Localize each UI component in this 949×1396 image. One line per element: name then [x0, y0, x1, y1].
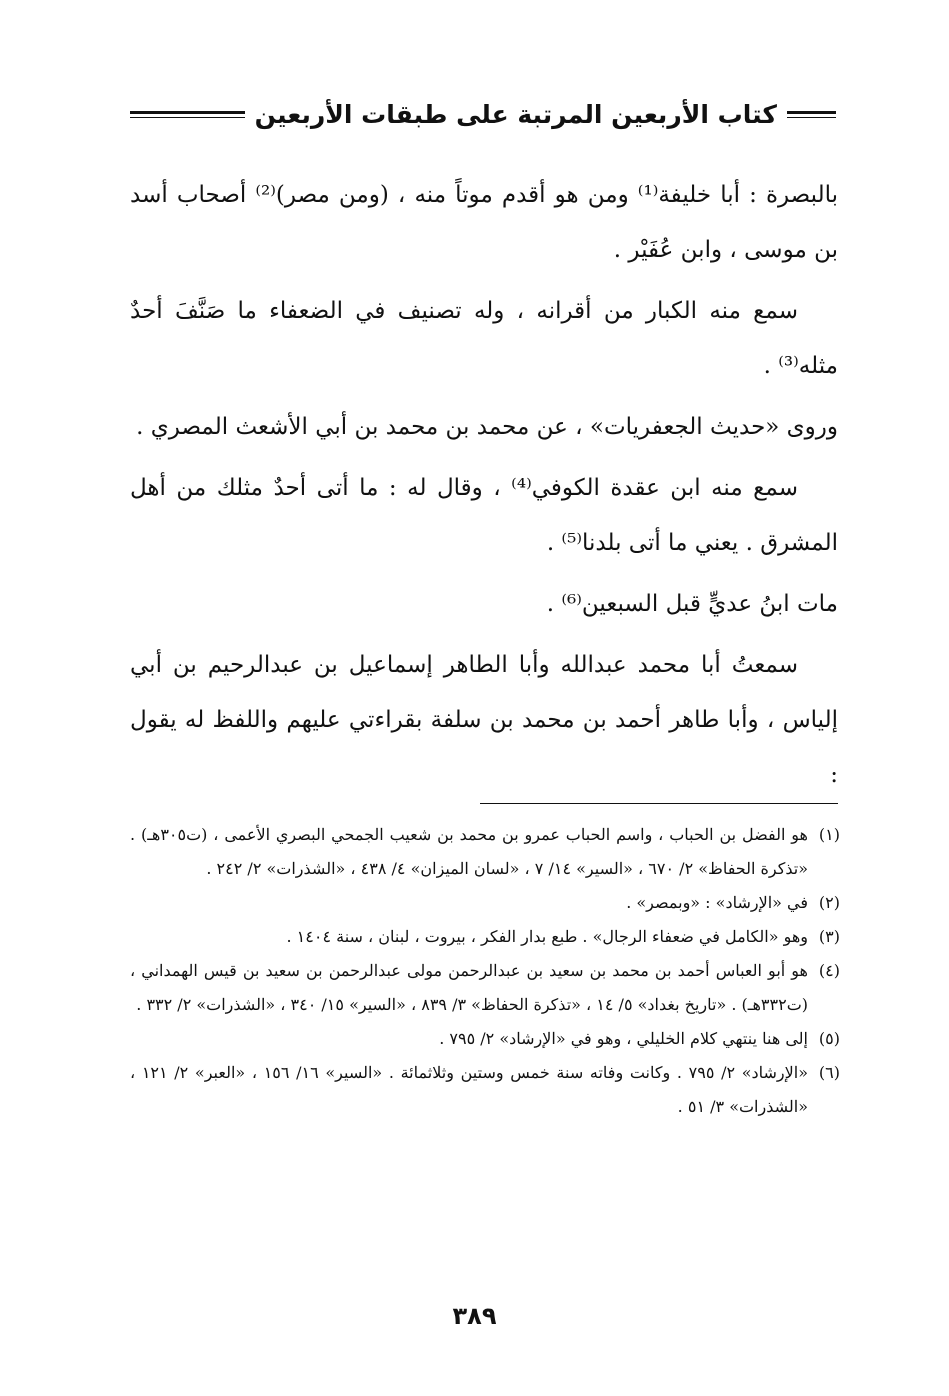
footnote-number: (٢)	[818, 893, 840, 912]
paragraph: مات ابنُ عديٍّ قبل السبعين⁽⁶⁾ .	[546, 591, 838, 617]
footnote-text: وهو «الكامل في ضعفاء الرجال» . طبع بدار الفكر ، بيروت ، لبنان ، سنة ١٤٠٤ .	[286, 927, 808, 946]
footnote-number: (١)	[818, 825, 840, 844]
header-title: كتاب الأربعين المرتبة على طبقات الأربعين	[254, 99, 777, 129]
paragraph: وروى «حديث الجعفريات» ، عن محمد بن محمد بن أبي الأشعث المصري .	[136, 414, 838, 440]
header-rule-left	[130, 111, 245, 118]
paragraph: سمعتُ أبا محمد عبدالله وأبا الطاهر إسماعيل بن عبدالرحيم بن أبي إلياس ، وأبا طاهر أحمد بن محمد بن سلفة بقراءتي عليهم واللفظ له يقول :	[130, 652, 838, 788]
footnotes	[130, 818, 840, 1124]
footnote-number: (٦)	[818, 1063, 840, 1082]
footnote-text: «الإرشاد» ٢/ ٧٩٥ . وكانت وفاته سنة خمس وستين وثلاثمائة . «السير» ١٦/ ١٥٦ ، «العبر» ٢/ ١٢١ ، «الشذرات» ٣/ ٥١ .	[130, 1063, 809, 1116]
footnote-item	[130, 954, 840, 1022]
footnote-number: (٣)	[818, 927, 840, 946]
running-header	[130, 94, 836, 134]
footnote-text: إلى هنا ينتهي كلام الخليلي ، وهو في «الإرشاد» ٢/ ٧٩٥ .	[439, 1029, 808, 1048]
footnote-item	[130, 920, 840, 954]
footnote-item	[130, 818, 840, 886]
main-text	[130, 168, 838, 809]
paragraph: سمع منه الكبار من أقرانه ، وله تصنيف في الضعفاء ما صَنَّفَ أحدٌ مثله⁽³⁾ .	[130, 298, 838, 379]
footnote-item	[130, 886, 840, 920]
footnote-item	[130, 1056, 840, 1124]
footnote-separator	[480, 803, 838, 804]
header-rule-right	[787, 111, 836, 118]
page-number: ٣٨٩	[452, 1302, 497, 1330]
footnote-text: في «الإرشاد» : «وبمصر» .	[626, 893, 808, 912]
paragraph: سمع منه ابن عقدة الكوفي⁽⁴⁾ ، وقال له : ما أتى أحدٌ مثلك من أهل المشرق . يعني ما أتى بلدنا⁽⁵⁾ .	[130, 475, 838, 556]
footnote-text: هو الفضل بن الحباب ، واسم الحباب عمرو بن محمد بن شعيب الجمحي البصري الأعمى ، (ت٣٠٥هـ) . «تذكرة الحفاظ» ٢/ ٦٧٠ ، «السير» ١٤/ ٧ ، «لسان الميزان» ٤/ ٤٣٨ ، «الشذرات» ٢/ ٢٤٢ .	[130, 825, 808, 878]
paragraph: بالبصرة : أبا خليفة⁽¹⁾ ومن هو أقدم موتاً منه ، (ومن مصر)⁽²⁾ أصحاب أسد بن موسى ، وابن عُفَيْر .	[130, 182, 838, 263]
footnote-item	[130, 1022, 840, 1056]
footnote-number: (٤)	[818, 961, 840, 980]
footnote-number: (٥)	[818, 1029, 840, 1048]
footnote-text: هو أبو العباس أحمد بن محمد بن سعيد بن عبدالرحمن مولى عبدالرحمن بن سعيد بن قيس الهمداني ، (ت٣٣٢هـ) . «تاريخ بغداد» ٥/ ١٤ ، «تذكرة الحفاظ» ٣/ ٨٣٩ ، «السير» ١٥/ ٣٤٠ ، «الشذرات» ٢/ ٣٣٢ .	[130, 961, 808, 1014]
